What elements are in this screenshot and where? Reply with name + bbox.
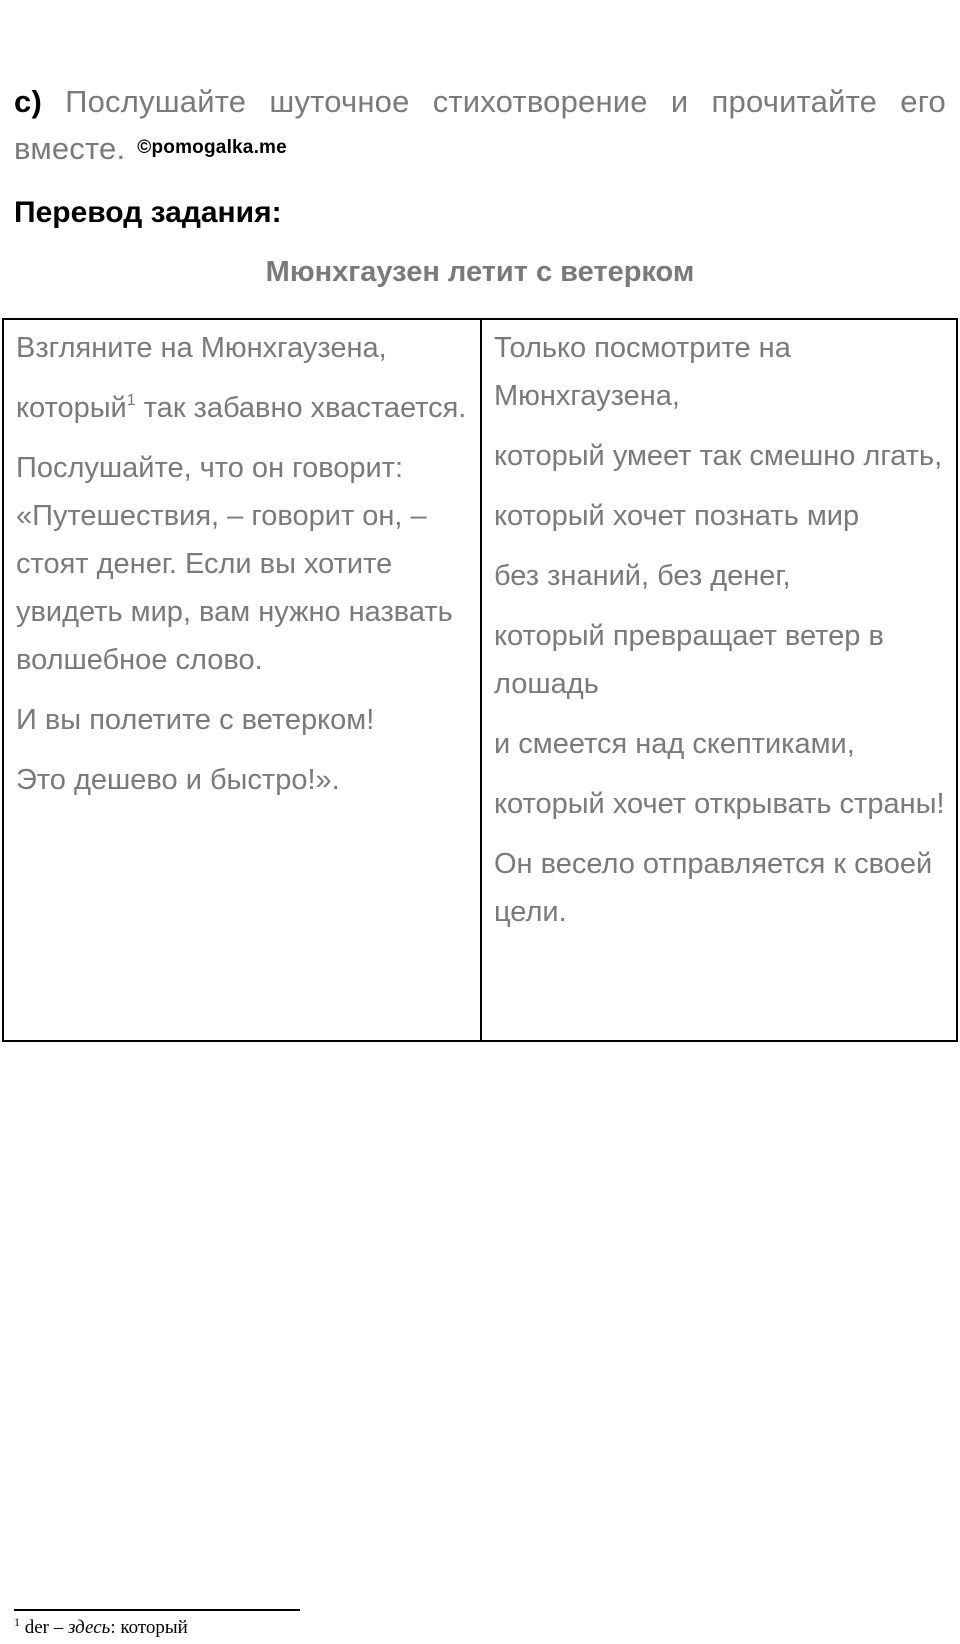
task-instruction-line-1	[14, 78, 946, 126]
footnote	[14, 1617, 188, 1639]
poem-left-line: И вы полетите с ветерком!	[16, 704, 375, 736]
poem-left-line: Послушайте, что он говорит: «Путешествия, – говорит он, – стоят денег. Если вы хотите увидеть мир, вам нужно назвать волшебное слово.	[16, 452, 453, 676]
poem-left-line-part: который	[16, 392, 127, 424]
footnote-qualifier: здесь	[68, 1617, 111, 1638]
translation-heading: Перевод задания:	[14, 196, 282, 229]
poem-table	[2, 318, 958, 1042]
poem-right-line: и смеется над скептиками,	[494, 728, 855, 760]
watermark: ©pomogalka.me	[137, 137, 287, 158]
poem-column-left	[4, 320, 482, 1040]
poem-right-line: Он весело отправляется к своей цели.	[494, 848, 933, 928]
poem-left-line: Взгляните на Мюнхгаузена,	[16, 332, 387, 364]
poem-right-line: без знаний, без денег,	[494, 560, 791, 592]
footnote-divider	[14, 1609, 300, 1611]
poem-column-right	[482, 320, 956, 1040]
task-instruction-line-2	[14, 124, 946, 173]
task-instruction-text-continued: вместе.	[14, 131, 126, 166]
poem-title: Мюнхгаузен летит с ветерком	[265, 256, 695, 288]
footnote-meaning: : который	[110, 1617, 188, 1638]
footnote-marker: 1	[126, 392, 136, 409]
task-letter: c)	[14, 84, 42, 119]
poem-left-line	[16, 384, 470, 432]
poem-right-line: который хочет познать мир	[494, 500, 860, 532]
poem-right-line: который хочет открывать страны!	[494, 788, 945, 820]
poem-right-line: который умеет так смешно лгать,	[494, 440, 943, 472]
footnote-word: der –	[24, 1617, 69, 1638]
poem-left-line: Это дешево и быстро!».	[16, 764, 340, 796]
task-instruction-text: Послушайте шуточное стихотворение и прочитайте его	[65, 84, 946, 119]
footnote-number: 1	[14, 1615, 20, 1629]
poem-right-line: который превращает ветер в лошадь	[494, 620, 884, 700]
poem-left-line-part: так забавно хвастается.	[135, 392, 467, 424]
poem-right-line: Только посмотрите на Мюнхгаузена,	[494, 332, 791, 412]
